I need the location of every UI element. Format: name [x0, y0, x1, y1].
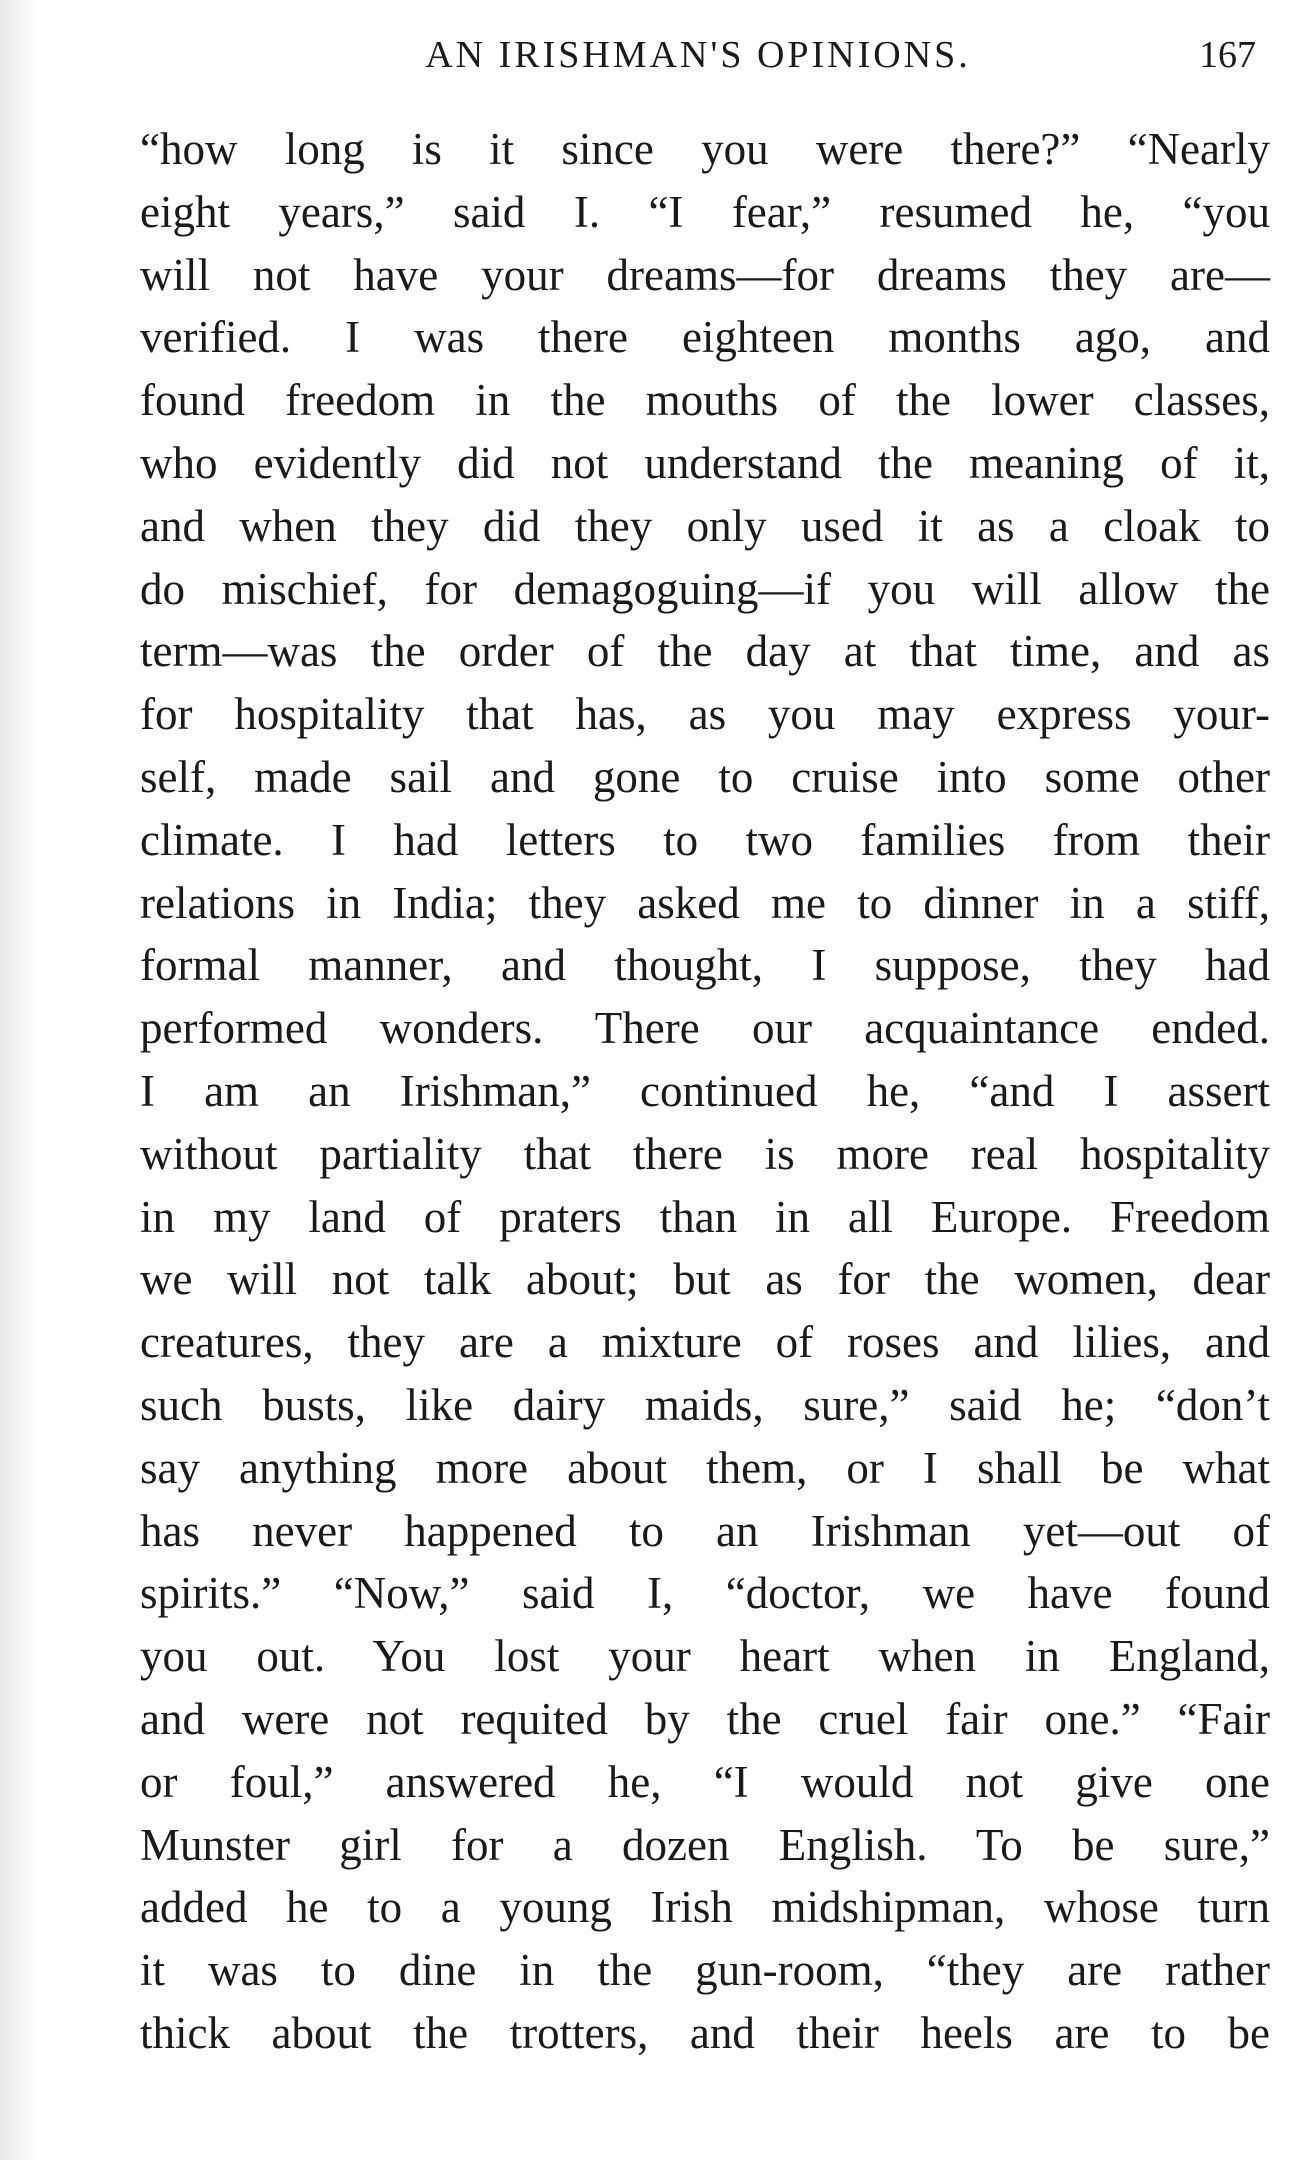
- text-line: Munster girl for a dozen English. To be sure,”: [140, 1819, 1270, 1870]
- text-line: or foul,” answered he, “I would not give one: [140, 1756, 1270, 1807]
- text-line: term—was the order of the day at that time, and as: [140, 626, 1270, 677]
- text-line: and when they did they only used it as a cloak to: [140, 500, 1270, 551]
- text-line: self, made sail and gone to cruise into some other: [140, 751, 1270, 802]
- running-head: [140, 30, 1256, 80]
- text-line: without partiality that there is more real hospitality: [140, 1128, 1270, 1179]
- text-line: performed wonders. There our acquaintance ended.: [140, 1003, 1270, 1054]
- text-line: you out. You lost your heart when in England,: [140, 1631, 1270, 1682]
- text-line: for hospitality that has, as you may express your-: [140, 689, 1270, 740]
- text-line: found freedom in the mouths of the lower classes,: [140, 375, 1270, 426]
- page-gutter-shadow: [0, 0, 40, 2160]
- text-line: added he to a young Irish midshipman, whose turn: [140, 1882, 1270, 1933]
- text-line: verified. I was there eighteen months ago, and: [140, 312, 1270, 363]
- text-line: I am an Irishman,” continued he, “and I assert: [140, 1065, 1270, 1116]
- text-line: relations in India; they asked me to dinner in a stiff,: [140, 877, 1270, 928]
- running-title: AN IRISHMAN'S OPINIONS.: [425, 34, 971, 76]
- text-line: will not have your dreams—for dreams they are—: [140, 249, 1270, 300]
- text-line: “how long is it since you were there?” “Nearly: [140, 124, 1270, 174]
- text-line: thick about the trotters, and their heels are to be: [140, 2007, 1270, 2058]
- text-line: it was to dine in the gun-room, “they are rather: [140, 1945, 1270, 1996]
- text-line: do mischief, for demagoguing—if you will allow the: [140, 563, 1270, 614]
- text-line: spirits.” “Now,” said I, “doctor, we have found: [140, 1568, 1270, 1619]
- body-text: [140, 118, 1270, 2065]
- text-line: in my land of praters than in all Europe. Freedom: [140, 1191, 1270, 1242]
- text-line: has never happened to an Irishman yet—out of: [140, 1505, 1270, 1556]
- text-line: who evidently did not understand the meaning of it,: [140, 437, 1270, 488]
- text-line: we will not talk about; but as for the women, dear: [140, 1254, 1270, 1305]
- text-line: say anything more about them, or I shall be what: [140, 1442, 1270, 1493]
- page-number: 167: [1199, 34, 1256, 76]
- text-line: and were not requited by the cruel fair one.” “Fair: [140, 1693, 1270, 1744]
- text-line: formal manner, and thought, I suppose, they had: [140, 940, 1270, 991]
- text-line: climate. I had letters to two families from their: [140, 814, 1270, 865]
- text-line: eight years,” said I. “I fear,” resumed he, “you: [140, 186, 1270, 237]
- text-line: such busts, like dairy maids, sure,” said he; “don’t: [140, 1379, 1270, 1430]
- text-line: creatures, they are a mixture of roses and lilies, and: [140, 1317, 1270, 1368]
